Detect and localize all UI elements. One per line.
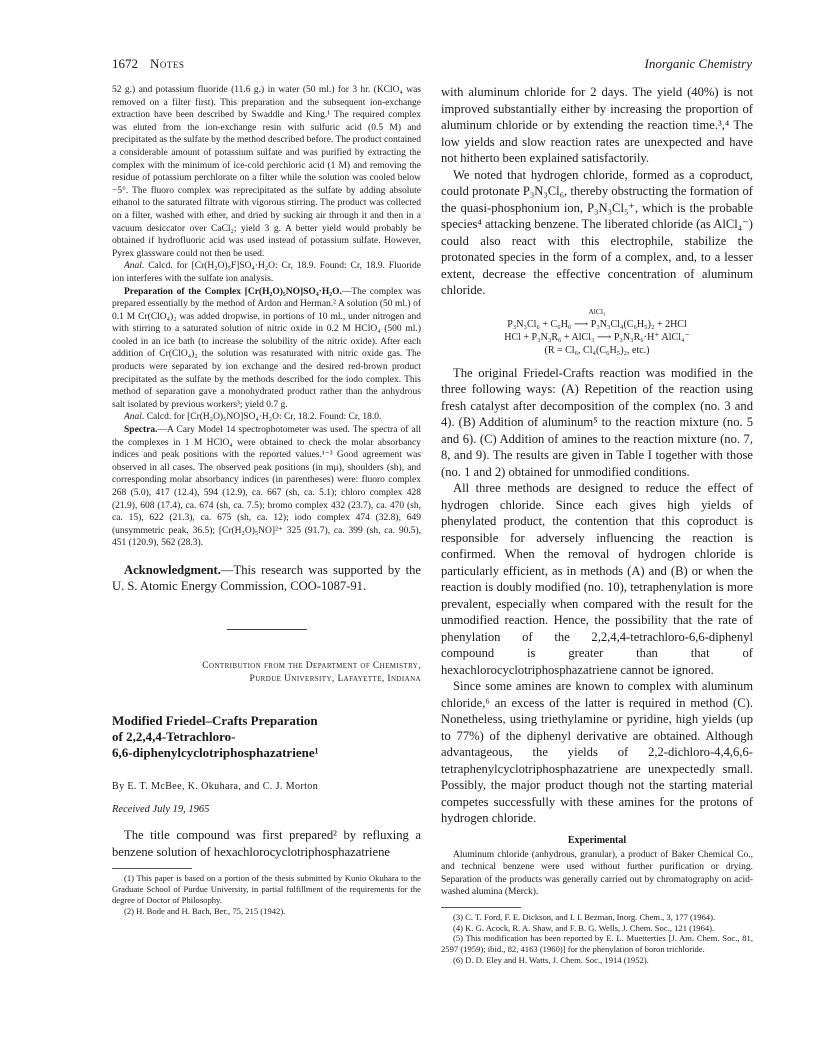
experimental-heading: Experimental (567, 834, 627, 846)
nitrosyl-analysis: Anal. Calcd. for [Cr(H₂O)₅NO]SO₄·H₂O: Cr, 18.2. Found: Cr, 18.0. (124, 412, 382, 423)
nitrosyl-prep-paragraph: Preparation of the Complex [Cr(H₂O)₅NO]SO₄·H₂O.—The complex was prepared essentially by the method of Ardon and Herman.² A solution (50 ml.) of 0.1 M Cr(ClO₄)₂ was added dropwise, in portions of 10 ml., under nitrogen and with stirring to a saturated solution of nitric oxide in 0.2 M HClO₄ (500 ml.) cooled in an ice bath (to increase the solubility of the nitric oxide). After each addition of Cr(ClO₄)₂ the solution was resaturated with nitric oxide gas. The products were separated by ion exchange and the desired red-brown product precipitated as the sulfate by the methods described for the iodo complex. This method of separation gave a monohydrated product rather than the anhydrous salt isolated by previous workers³; yield 0.7 g. (112, 286, 421, 410)
hcl-paragraph: We noted that hydrogen chloride, formed as a coproduct, could protonate P₃N₃Cl₆, thereby obstructing the formation of the quasi-phosphonium ion, P₃N₃Cl₅⁺, which is the probable species⁴ attacking benzene. The liberated chloride (as AlCl₄⁻) could also react with this electrophile, stabilize the protonated species in the form of a complex, and, to a lesser extent, decrease the effective concentration of aluminum chloride. (441, 167, 753, 297)
footnote-1: (1) This paper is based on a portion of the thesis submitted by Kunio Okuhara to the Graduate School of Purdue University, in partial fulfillment of the requirements for the degree of Doctor of Philosophy. (112, 873, 421, 905)
intro-paragraph: The title compound was first prepared² by refluxing a benzene solution of hexachlorocyclotriphosphazatriene (112, 828, 421, 859)
footnote-5: (5) This modification has been reported by E. L. Muetterties [J. Am. Chem. Soc., 81, 2597 (1959); ibid., 82, 4163 (1960)] for the phenylation of boron trichloride. (441, 933, 753, 955)
footnote-rule (112, 868, 192, 869)
right-column (441, 84, 753, 966)
page-header (112, 56, 752, 76)
experimental-paragraph: Aluminum chloride (anhydrous, granular), a product of Baker Chemical Co., and technical benzene were used without further purification or drying. Separation of the products was generally carried out by chromatography on acid-washed alumina (Merck). (441, 849, 753, 898)
received-date: Received July 19, 1965 (112, 804, 210, 816)
footnote-2: (2) H. Bode and H. Bach, Ber., 75, 215 (1942). (124, 905, 286, 916)
contribution-line-1: Contribution from the Department of Chemistry, (202, 660, 421, 671)
footnote-3: (3) C. T. Ford, F. E. Dickson, and I. I. Bezman, Inorg. Chem., 3, 177 (1964). (453, 911, 716, 922)
equation-3: (R = Cl₆, Cl₄(C₆H₅)₂, etc.) (544, 344, 650, 356)
fluoro-analysis: Anal. Calcd. for [Cr(H₂O)₅F]SO₄·H₂O: Cr, 18.9. Found: Cr, 18.9. Fluoride ion interferes with the sulfate ion analysis. (112, 261, 421, 284)
section-name: Notes (150, 56, 185, 71)
footnote-4: (4) K. G. Acock, R. A. Shaw, and F. B. G. Wells, J. Chem. Soc., 121 (1964). (453, 922, 715, 933)
footnote-6: (6) D. D. Eley and H. Watts, J. Chem. Soc., 1914 (1952). (453, 955, 649, 966)
left-column (112, 84, 421, 916)
section-divider (227, 629, 307, 630)
article-title: Modified Friedel–Crafts Preparation of 2,2,4,4-Tetrachloro- 6,6-diphenylcyclotriphosphazatriene¹ (112, 713, 319, 761)
contribution-line-2: Purdue University, Lafayette, Indiana (249, 673, 421, 684)
acknowledgment: Acknowledgment.—This research was supported by the U. S. Atomic Energy Commission, COO-1087-91. (112, 562, 421, 594)
yield-paragraph: with aluminum chloride for 2 days. The yield (40%) is not improved substantially either by increasing the proportion of aluminum chloride or by extending the reaction time.³,⁴ The low yields and slow reaction rates are unexpected and have not hitherto been explained satisfactorily. (441, 85, 753, 165)
methods-paragraph: All three methods are designed to reduce the effect of hydrogen chloride. Since each gives high yields of phenylated product, the contention that this coproduct is responsible for adversely influencing the reaction is confirmed. When the removal of hydrogen chloride is particularly efficient, as in methods (A) and (B) or when the reaction is doubly modified (no. 10), tetraphenylation is more prevalent, especially when compared with the result for the unmodified reaction. Hence, the possibility that the rate of phenylation of the 2,2,4,4-tetrachloro-6,6-diphenyl compound is greater than that of hexachlorocyclotriphosphazatriene cannot be ignored. (441, 481, 753, 677)
catalyst-label: AlCl₃ (588, 306, 606, 316)
page-number: 1672 (112, 56, 138, 71)
reaction-scheme (441, 305, 753, 357)
fluoro-prep-paragraph: 52 g.) and potassium fluoride (11.6 g.) in water (50 ml.) for 3 hr. (KClO₄ was removed on a filter first). This preparation and the subsequent ion-exchange extraction have been described by Swaddle and King.¹ The required complex was eluted from the ion-exchange resin with sulfuric acid (0.5 M) and precipitated as the sulfate by the method described before. The product contained a considerable amount of potassium sulfate and was purified by extracting the complex with the minimum of ice-cold perchloric acid (1 M) and removing the residue of potassium perchlorate on a filter while the solution was cooled below −5°. The fluoro complex was reprecipitated as the sulfate by adding absolute ethanol to the saturated filtrate with vigorous stirring. The product was collected on a filter, washed with ether, and dried by sucking air through it and then in a vacuum desiccator over CaCl₂; yield 3 g. A better yield would probably be obtained if hydrofluoric acid was used instead of potassium sulfate. However, Pyrex glassware could not then be used. (112, 85, 421, 259)
authors: By E. T. McBee, K. Okuhara, and C. J. Morton (112, 781, 319, 793)
equation-1: P₃N₃Cl₆ + C₆H₆ ⟶ P₃N₃Cl₄(C₆H₅)₂ + 2HCl (507, 318, 687, 330)
modification-paragraph: The original Friedel-Crafts reaction was modified in the three following ways: (A) Repetition of the reaction using fresh catalyst after decomposition of the complex (no. 3 and 4). (B) Addition of aluminum⁵ to the reaction mixture (no. 5 and 6). (C) Addition of amines to the reaction mixture (no. 7, 8, and 9). The results are given in Table I together with those (no. 1 and 2) obtained for unmodified conditions. (441, 365, 753, 479)
spectra-paragraph: Spectra.—A Cary Model 14 spectrophotometer was used. The spectra of all the complexes in 1 M HClO₄ were obtained to check the molar absorbancy indices and peak positions with the reported values.¹⁻³ Good agreement was observed in all cases. The observed peak positions (in mμ), shoulders (sh), and corresponding molar absorbancy indices (in parentheses) were: fluoro complex 268 (5.0), 417 (12.4), 594 (12.9), ca. 667 (sh, ca. 5.1); chloro complex 428 (21.9), 608 (17.4), ca. 674 (sh, ca. 7.5); bromo complex 432 (23.7), ca. 470 (sh, ca. 15), 622 (21.3), ca. 675 (sh, ca. 12); iodo complex 474 (32.8), 649 (unsymmetric peak, 36.5); [Cr(H₂O)₅NO]²⁺ 325 (91.7), ca. 399 (sh, ca. 90.5), 451 (120.9), 562 (28.3). (112, 425, 421, 549)
equation-2: HCl + P₃N₃R₆ + AlCl₃ ⟶ P₃N₃R₆·H⁺ AlCl₄⁻ (504, 331, 690, 343)
footnote-rule (441, 907, 521, 908)
amines-paragraph: Since some amines are known to complex with aluminum chloride,⁶ an excess of the latter is required in method (C). Nonetheless, using triethylamine or pyridine, high yields (up to 77%) of the diphenyl derivative are obtained. Although advantageous, the yields of 2,2-dichloro-4,4,6,6-tetraphenylcyclotriphosphazatriene are unexpectedly small. Possibly, the major product though not the starting material competes successfully with these amines for the protons of hydrogen chloride. (441, 679, 753, 825)
journal-name: Inorganic Chemistry (644, 56, 752, 71)
